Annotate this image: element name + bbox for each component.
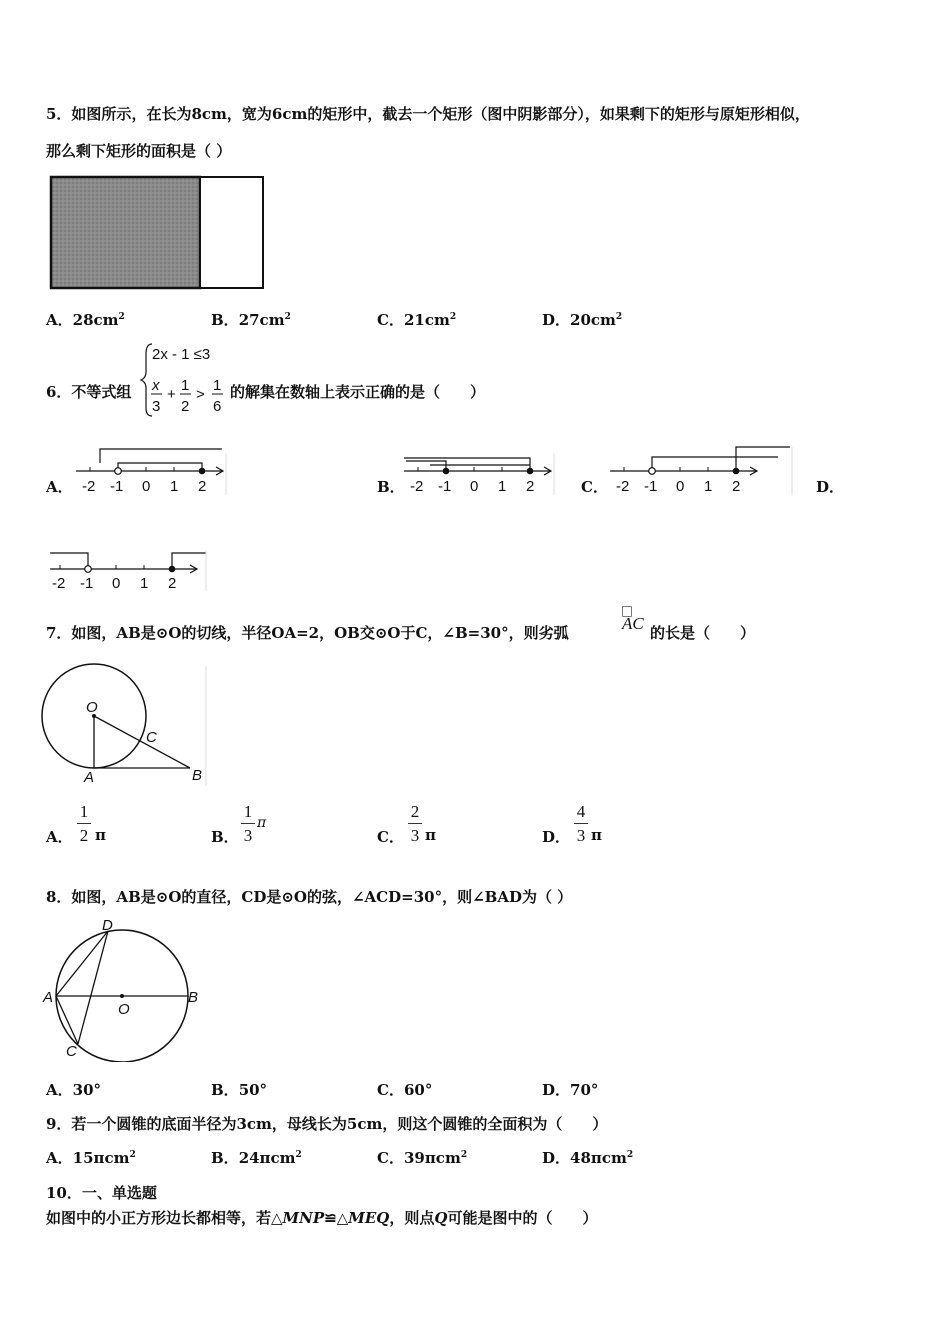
- tick-label: -1: [110, 478, 124, 495]
- tick-label: 0: [470, 478, 479, 495]
- q6-suffix: 的解集在数轴上表示正确的是（ ）: [230, 383, 486, 401]
- q7-stem-a: 7．如图，AB是⊙O的切线，半径OA=2，OB交⊙O于C，∠B=30°，则劣弧: [46, 624, 569, 642]
- q7-option-c-den: 3: [410, 826, 420, 845]
- q7-option-b-num: 1: [243, 802, 253, 821]
- q8-option-a: A．30°: [46, 1081, 102, 1099]
- q6-ineq2-1: 1: [181, 377, 190, 394]
- tick-label: -1: [80, 575, 94, 592]
- q9-stem: 9．若一个圆锥的底面半径为3cm，母线长为5cm，则这个圆锥的全面积为（ ）: [46, 1115, 608, 1133]
- q7-option-a: A．: [46, 828, 73, 846]
- q6-ineq2-gt: >: [196, 386, 205, 403]
- q7-option-a-den: 2: [79, 826, 89, 845]
- q9-option-c: C．39πcm$^2$: [377, 1149, 468, 1167]
- q7-stem-b: 的长是（ ）: [650, 624, 756, 642]
- point-o-label: O: [118, 1001, 130, 1018]
- tick-label: 0: [112, 575, 121, 592]
- q5-shaded-rectangle: [51, 177, 200, 288]
- tick-label: 2: [732, 478, 741, 495]
- q7-option-d-den: 3: [576, 826, 586, 845]
- q6-inequality-system: [138, 340, 230, 420]
- q6-ineq2-x: x: [152, 377, 160, 394]
- q6-ineq2-6: 6: [213, 398, 222, 415]
- point-c-label: C: [146, 729, 157, 746]
- q6-ineq2-r1: 1: [213, 377, 222, 394]
- point-c-label: C: [66, 1043, 77, 1060]
- q7-option-c: C．: [377, 828, 404, 846]
- q7-option-b-suffix: π: [257, 815, 267, 831]
- q7-option-a-suffix: π: [95, 826, 106, 844]
- q7-option-c-suffix: π: [425, 826, 436, 844]
- q9-option-b: B．24πcm$^2$: [211, 1149, 302, 1167]
- q10-heading: 10．一、单选题: [46, 1184, 157, 1202]
- q6-option-a-label: A．: [46, 478, 73, 496]
- tick-label: 0: [142, 478, 151, 495]
- q6-option-a-numberline: [72, 445, 230, 497]
- tick-label: -1: [644, 478, 658, 495]
- fraction-bar: [77, 823, 91, 824]
- tick-label: -2: [82, 478, 96, 495]
- q7-tangent-figure: [40, 662, 208, 788]
- q5-option-b: B．$27cm^2$: [211, 311, 291, 329]
- q6-option-b-label: B．: [377, 478, 405, 496]
- q7-option-d-num: 4: [576, 802, 586, 821]
- tick-label: 0: [676, 478, 685, 495]
- q5-option-c: C．$21cm^2$: [377, 311, 457, 329]
- q5-stem-line2: 那么剩下矩形的面积是（ ）: [46, 142, 232, 160]
- tick-label: 1: [140, 575, 149, 592]
- tick-label: -1: [438, 478, 452, 495]
- q5-rectangle-figure: [48, 174, 272, 292]
- q7-option-d-suffix: π: [591, 826, 602, 844]
- tick-label: 1: [498, 478, 507, 495]
- q10-stem: 如图中的小正方形边长都相等，若△MNP≌△MEQ，则点Q可能是图中的（ ）: [46, 1209, 598, 1227]
- tick-label: -2: [410, 478, 424, 495]
- q5-option-d: D．$20cm^2$: [542, 311, 623, 329]
- q7-arc-label: AC: [620, 610, 642, 630]
- tick-label: -2: [616, 478, 630, 495]
- point-d-label: D: [102, 918, 113, 934]
- q6-ineq1: 2x - 1 ≤3: [152, 346, 211, 363]
- q6-ineq2-plus: +: [167, 386, 176, 403]
- tick-label: 1: [170, 478, 179, 495]
- q7-option-c-num: 2: [410, 802, 420, 821]
- q8-option-d: D．70°: [542, 1081, 599, 1099]
- q9-option-d: D．48πcm$^2$: [542, 1149, 634, 1167]
- tick-label: 2: [526, 478, 535, 495]
- q6-ineq2-2: 2: [181, 398, 190, 415]
- q5-remaining-rectangle: [200, 177, 263, 288]
- q6-option-d-label: D．: [816, 478, 845, 496]
- q9-option-a: A．15πcm$^2$: [46, 1149, 136, 1167]
- q8-stem: 8．如图，AB是⊙O的直径，CD是⊙O的弦，∠ACD=30°，则∠BAD为（ ）: [46, 888, 573, 906]
- point-a-label: A: [84, 769, 95, 786]
- point-a-label: A: [43, 989, 54, 1006]
- q8-option-b: B．50°: [211, 1081, 268, 1099]
- q6-option-c-label: C．: [581, 478, 608, 496]
- q8-option-c: C．60°: [377, 1081, 433, 1099]
- q8-circle-figure: [40, 918, 210, 1062]
- q7-option-d: D．: [542, 828, 571, 846]
- tick-label: -2: [52, 575, 66, 592]
- tick-label: 2: [168, 575, 177, 592]
- point-b-label: B: [188, 989, 199, 1006]
- q7-option-b: B．: [211, 828, 239, 846]
- q6-ineq2-3: 3: [152, 398, 161, 415]
- tick-label: 1: [704, 478, 713, 495]
- q7-option-a-num: 1: [79, 802, 89, 821]
- point-b-label: B: [192, 767, 203, 784]
- fraction-bar: [408, 823, 422, 824]
- fraction-bar: [574, 823, 588, 824]
- q6-prefix: 6．不等式组: [46, 383, 132, 401]
- q5-stem-line1: 5．如图所示，在长为8cm，宽为6cm的矩形中，截去一个矩形（图中阴影部分），如果剩下的矩形与原矩形相似，: [46, 105, 810, 123]
- q5-option-a: A．$28cm^2$: [46, 311, 125, 329]
- q6-option-d-numberline: [46, 547, 210, 593]
- point-o-label: O: [86, 699, 98, 716]
- q6-option-c-numberline: [606, 443, 796, 497]
- q7-option-b-den: 3: [243, 826, 253, 845]
- q6-option-b-numberline: [400, 445, 558, 497]
- tick-label: 2: [198, 478, 207, 495]
- fraction-bar: [241, 823, 255, 824]
